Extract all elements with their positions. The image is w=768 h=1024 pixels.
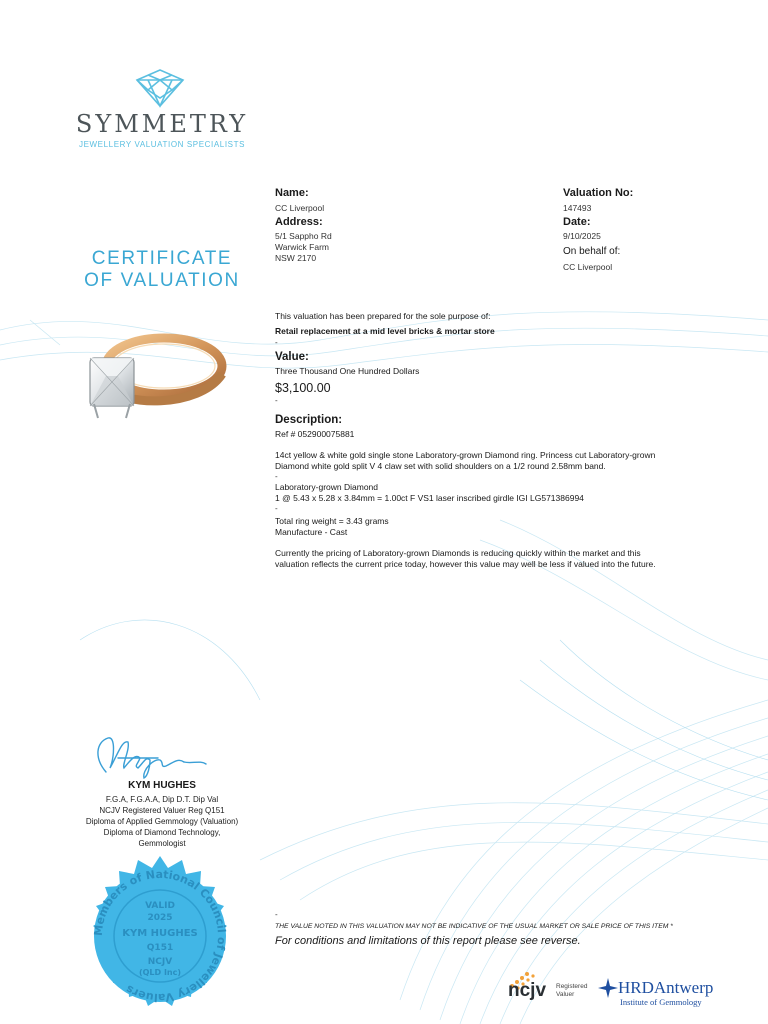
name-label: Name: (275, 187, 309, 199)
client-name: CC Liverpool (275, 203, 325, 213)
hrd-name: HRDAntwerp (618, 978, 714, 997)
purpose-intro: This valuation has been prepared for the sole purpose of: (275, 311, 491, 321)
address-line-2: Warwick Farm (275, 242, 329, 252)
description-label: Description: (275, 414, 343, 426)
ncjv-wordmark: ncjv (508, 980, 547, 1001)
separator-dash: - (275, 396, 278, 405)
certificate-title-line1: CERTIFICATE (91, 248, 233, 269)
valuer-credential-1: F.G.A, F.G.A.A, Dip D.T. Dip Val (105, 795, 219, 804)
date-label: Date: (563, 216, 591, 228)
address-line-3: NSW 2170 (275, 253, 317, 263)
conditions-notice: For conditions and limitations of this report please see reverse. (275, 935, 581, 947)
separator-dash: - (275, 504, 278, 513)
address-label: Address: (275, 216, 323, 228)
seal-qld: (QLD Inc) (138, 968, 182, 977)
valuation-number: 147493 (563, 203, 592, 213)
separator-dash: - (275, 338, 278, 347)
valuation-number-label: Valuation No: (563, 187, 634, 199)
seal-ncjv: NCJV (147, 957, 173, 967)
seal-valuer-name: KYM HUGHES (122, 928, 198, 939)
valuer-credential-2: NCJV Registered Valuer Reg Q151 (99, 806, 225, 815)
seal-reg: Q151 (146, 943, 174, 953)
value-in-words: Three Thousand One Hundred Dollars (275, 366, 420, 376)
market-value-disclaimer: THE VALUE NOTED IN THIS VALUATION MAY NOT BE INDICATIVE OF THE USUAL MARKET OR SALE PRICE OF THIS ITEM * (275, 923, 673, 930)
ring-weight: Total ring weight = 3.43 grams (275, 516, 389, 526)
manufacture-method: Manufacture - Cast (275, 527, 348, 537)
diamond-logo-icon (129, 68, 191, 108)
valuer-credential-5: Gemmologist (138, 839, 186, 848)
seal-ring-text: Members of National Council of Jewellery Valuers (91, 867, 229, 1005)
separator-dash: - (275, 472, 278, 481)
hrd-antwerp-logo (598, 972, 738, 1010)
ring-photo (60, 318, 230, 438)
valuer-credential-3: Diploma of Applied Gemmology (Valuation) (85, 817, 239, 826)
value-label: Value: (275, 351, 309, 363)
on-behalf-value: CC Liverpool (563, 262, 613, 272)
brand-name: SYMMETRY (75, 110, 249, 138)
item-description-line1: 14ct yellow & white gold single stone Laboratory-grown Diamond ring. Princess cut Laboratory-grown (275, 450, 656, 460)
address-line-1: 5/1 Sappho Rd (275, 231, 332, 241)
valuation-date: 9/10/2025 (563, 231, 601, 241)
valuer-name: KYM HUGHES (128, 780, 196, 791)
ncjv-seal-stamp (76, 852, 244, 1020)
star-icon (598, 978, 618, 998)
valuer-credential-4: Diploma of Diamond Technology, (103, 828, 221, 837)
certificate-title-line2: OF VALUATION (84, 270, 240, 291)
separator-dash: - (275, 910, 278, 919)
reference-number: Ref # 052900075881 (275, 429, 355, 439)
purpose-text: Retail replacement at a mid level bricks & mortar store (275, 326, 495, 336)
hrd-subtitle: Institute of Gemmology (620, 997, 702, 1007)
seal-year: 2025 (147, 913, 173, 923)
ncjv-sub2: Valuer (556, 991, 575, 998)
on-behalf-label: On behalf of: (563, 246, 621, 257)
item-description-line2: Diamond white gold split V 4 claw set with solid shoulders on a 1/2 round 2.58mm band. (275, 461, 606, 471)
pricing-note-line2: valuation reflects the current price today, however this value may well be less if valued into the future. (275, 559, 656, 569)
pricing-note-line1: Currently the pricing of Laboratory-grown Diamonds is reducing quickly within the market and this (275, 548, 641, 558)
seal-valid: VALID (145, 901, 175, 911)
stone-title: Laboratory-grown Diamond (275, 482, 378, 492)
brand-tagline: JEWELLERY VALUATION SPECIALISTS (78, 140, 246, 149)
stone-detail: 1 @ 5.43 x 5.28 x 3.84mm = 1.00ct F VS1 laser inscribed girdle IGI LG571386994 (275, 493, 584, 503)
ncjv-logo (508, 968, 600, 1008)
value-amount: $3,100.00 (275, 381, 331, 395)
ncjv-sub1: Registered (556, 983, 588, 990)
valuer-signature (88, 728, 208, 780)
